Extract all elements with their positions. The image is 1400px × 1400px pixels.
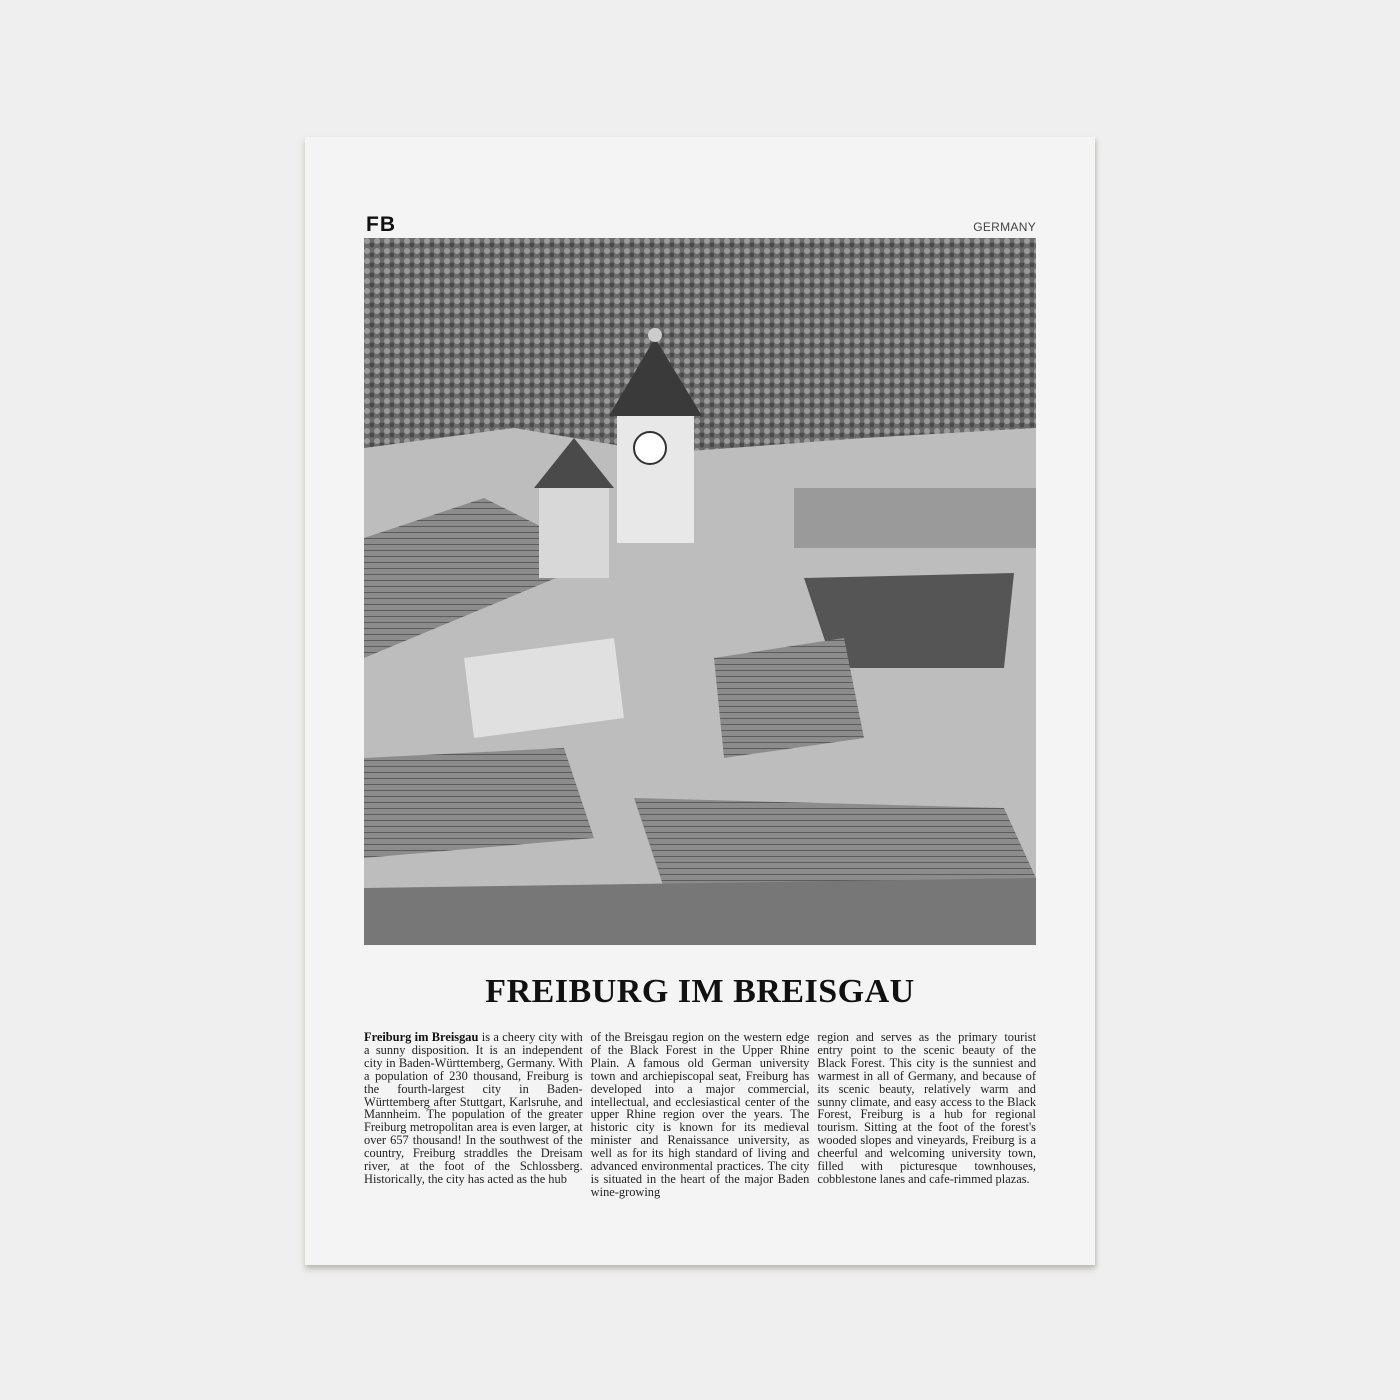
poster-title: FREIBURG IM BREISGAU	[485, 973, 915, 1010]
description-column-2: of the Breisgau region on the western edge of the Black Forest in the Upper Rhine Plain. A famous old German university town and archiepiscopal seat, Freiburg has developed into a major commercial, intellectual, and ecclesiastical center of the upper Rhine region over the years. The historic city is known for its medieval minister and Renaissance university, as well as for its high standard of living and advanced environmental practices. The city is situated in the heart of the major Baden wine-growing	[590, 1030, 810, 1199]
country-label: GERMANY	[973, 220, 1036, 234]
description	[364, 1031, 1036, 1199]
description-column-1	[364, 1031, 583, 1199]
intro-bold: Freiburg im Breisgau	[364, 1030, 479, 1044]
description-column-3: region and serves as the primary tourist entry point to the scenic beauty of the Black Forest. This city is the sunniest and warmest in all of Germany, and because of its scenic beauty, relatively warm and sunny climate, and easy access to the Black Forest, Freiburg is a hub for regional tourism. Sitting at the foot of the forest's wooded slopes and vineyards, Freiburg is a cheerful and welcoming university town, filled with picturesque townhouses, cobblestone lanes and cafe-rimmed plazas.	[817, 1030, 1037, 1186]
poster	[305, 137, 1095, 1265]
column-1-text: is a cheery city with a sunny disposition. It is an independent city in Baden-Württemberg, Germany. With a population of 230 thousand, Freiburg is the fourth-largest city in Baden-Württemberg after Stuttgart, Karlsruhe, and Mannheim. The population of the greater Freiburg metropolitan area is even larger, at over 657 thousand! In the southwest of the country, Freiburg straddles the Dreisam river, at the foot of the Schlossberg. Historically, the city has acted as the hub	[364, 1030, 583, 1186]
city-photo	[364, 238, 1036, 945]
monogram: FB	[366, 213, 396, 236]
